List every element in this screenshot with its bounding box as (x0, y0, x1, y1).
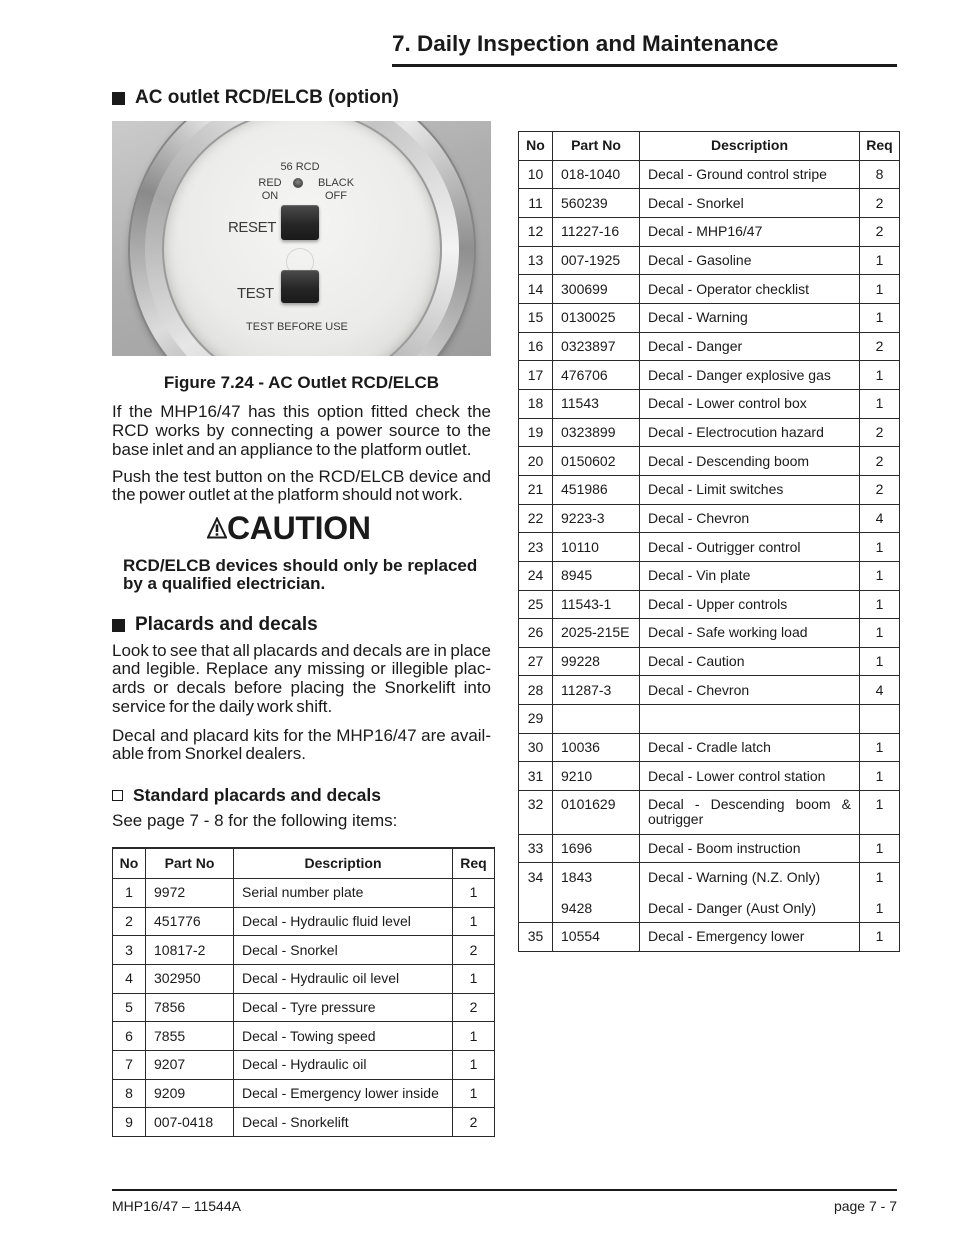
cell-part-no: 476706 (553, 361, 640, 390)
test-before-use-label: TEST BEFORE USE (246, 321, 348, 333)
indicator-switch (293, 178, 303, 188)
cell-req: 1 (860, 835, 900, 864)
cell-no: 10 (519, 161, 553, 190)
cell-no: 8 (113, 1080, 146, 1109)
cell-part-no: 10036 (553, 734, 640, 763)
cell-description: Decal - Limit switches (640, 476, 860, 505)
table-intro-text: See page 7 - 8 for the following items: (112, 810, 398, 830)
text-line: and legible. Replace any missing or illegible plac- (112, 659, 491, 679)
table-row (519, 762, 900, 791)
table-row (519, 591, 900, 620)
cell-no: 22 (519, 505, 553, 534)
cell-req: 2 (860, 189, 900, 218)
table-row (519, 275, 900, 304)
cell-description: Decal - Vin plate (640, 562, 860, 591)
cell-req: 1 (860, 791, 900, 835)
cell-req: 2 (860, 476, 900, 505)
cell-description: Decal - Warning (640, 304, 860, 333)
cell-part-no: 007-1925 (553, 247, 640, 276)
cell-req: 1 (453, 1080, 495, 1109)
cell-part-no: 11227-16 (553, 218, 640, 247)
cell-req: 1 (860, 923, 900, 952)
outline-square-icon (112, 790, 123, 801)
cell-no: 17 (519, 361, 553, 390)
cell-no: 9 (113, 1108, 146, 1137)
text-line: able from Snorkel dealers. (112, 744, 306, 763)
cell-no: 11 (519, 189, 553, 218)
cell-part-no: 10817-2 (146, 936, 234, 965)
cell-req: 1 (453, 1022, 495, 1051)
text-line: Decal and placard kits for the MHP16/47 are avail- (112, 725, 491, 745)
cell-req: 2 (860, 333, 900, 362)
red-label: RED (258, 177, 282, 189)
cell-part-no: 9223-3 (553, 505, 640, 534)
cell-part-no: 0130025 (553, 304, 640, 333)
off-label: OFF (325, 189, 347, 202)
on-label: ON (261, 189, 279, 202)
table-row (519, 791, 900, 835)
section-heading-text: Placards and decals (135, 614, 318, 635)
cell-part-no: 0101629 (553, 791, 640, 835)
cell-req: 1 (453, 965, 495, 994)
black-off-label (316, 177, 356, 202)
table-row (519, 304, 900, 333)
cell-description: Decal - Operator checklist (640, 275, 860, 304)
cell-no: 26 (519, 619, 553, 648)
table-row (519, 648, 900, 677)
cell-part-no: 8945 (553, 562, 640, 591)
cell-entry: 9428 (561, 899, 593, 916)
cell-no: 29 (519, 705, 553, 734)
cell-no: 14 (519, 275, 553, 304)
cell-no: 24 (519, 562, 553, 591)
cell-req: 1 (860, 562, 900, 591)
table-row (519, 562, 900, 591)
column-header-description: Description (640, 132, 860, 161)
cell-part-no: 302950 (146, 965, 234, 994)
cell-no: 6 (113, 1022, 146, 1051)
decal-table-left (112, 847, 495, 1137)
cell-part-no (553, 705, 640, 734)
cell-description: Decal - Snorkelift (234, 1108, 453, 1137)
table-row (519, 247, 900, 276)
cell-req: 1 (860, 734, 900, 763)
cell-req: 2 (453, 936, 495, 965)
column-header-req: Req (453, 849, 495, 879)
cell-part-no: 11543-1 (553, 591, 640, 620)
table-row (113, 965, 495, 994)
subsection-heading-standard (112, 785, 381, 805)
column-header-description: Description (234, 849, 453, 879)
text-line: Look to see that all placards and decals are in place (112, 640, 491, 660)
section-heading-placards (112, 614, 318, 636)
filled-square-icon (112, 619, 125, 632)
decal-table-right (518, 131, 900, 952)
table-row (113, 1022, 495, 1051)
cell-part-no: 0323899 (553, 419, 640, 448)
text-line: If the MHP16/47 has this option fitted check the (112, 401, 491, 421)
cell-no: 13 (519, 247, 553, 276)
table-header-row (113, 849, 495, 879)
cell-description: Decal - Cradle latch (640, 734, 860, 763)
caution-label: CAUTION (227, 510, 371, 546)
cell-description: Decal - Snorkel (234, 936, 453, 965)
placards-paragraph-2 (112, 727, 491, 764)
text-line: the power outlet at the platform should not work. (112, 485, 463, 504)
cell-part-no: 451986 (553, 476, 640, 505)
cell-req (860, 705, 900, 734)
table-row (519, 218, 900, 247)
cell-no: 1 (113, 879, 146, 908)
cell-req: 1 (860, 390, 900, 419)
rcd-model-label: 56 RCD (280, 161, 320, 173)
cell-part-no (553, 863, 640, 923)
cell-part-no: 0150602 (553, 447, 640, 476)
cell-no: 2 (113, 908, 146, 937)
table-row (113, 936, 495, 965)
text-line: Push the test button on the RCD/ELCB device and (112, 466, 491, 486)
cell-no: 19 (519, 419, 553, 448)
cell-description: Decal - Hydraulic fluid level (234, 908, 453, 937)
chapter-title: 7. Daily Inspection and Maintenance (392, 31, 779, 56)
cell-entry: Decal - Danger (Aust Only) (648, 899, 817, 916)
cell-no: 7 (113, 1051, 146, 1080)
cell-description: Serial number plate (234, 879, 453, 908)
warning-triangle-icon (207, 517, 227, 539)
table-row (519, 734, 900, 763)
table-row (519, 505, 900, 534)
cell-description: Decal - Electrocution hazard (640, 419, 860, 448)
cell-no: 23 (519, 533, 553, 562)
cell-req: 1 (860, 304, 900, 333)
table-row (113, 1051, 495, 1080)
cell-description: Decal - Chevron (640, 505, 860, 534)
cell-description: Decal - Danger (640, 333, 860, 362)
cell-description: Decal - Emergency lower (640, 923, 860, 952)
cell-part-no: 007-0418 (146, 1108, 234, 1137)
table-header-row (519, 132, 900, 161)
rcd-device-photo (112, 121, 491, 356)
cell-part-no: 018-1040 (553, 161, 640, 190)
table-row (519, 476, 900, 505)
cell-req: 4 (860, 505, 900, 534)
cell-description: Decal - MHP16/47 (640, 218, 860, 247)
cell-description: Decal - Boom instruction (640, 835, 860, 864)
table-row (519, 447, 900, 476)
cell-part-no: 9209 (146, 1080, 234, 1109)
subsection-heading-text: Standard placards and decals (133, 785, 382, 805)
cell-description: Decal - Hydraulic oil (234, 1051, 453, 1080)
table-row (519, 676, 900, 705)
table-row (519, 189, 900, 218)
text-line: ards or decals before placing the Snorkelift into (112, 678, 491, 697)
cell-description: Decal - Lower control station (640, 762, 860, 791)
black-label: BLACK (317, 177, 355, 189)
cell-no: 4 (113, 965, 146, 994)
cell-req: 2 (453, 1108, 495, 1137)
cell-no: 35 (519, 923, 553, 952)
text-line: service for the daily work shift. (112, 696, 333, 716)
cell-description: Decal - Upper controls (640, 591, 860, 620)
section-heading-rcd (112, 87, 399, 109)
column-header-part-no: Part No (146, 849, 234, 879)
table-row (519, 923, 900, 952)
cell-part-no: 2025-215E (553, 619, 640, 648)
cell-description: Decal - Outrigger control (640, 533, 860, 562)
test-button-photo (281, 270, 319, 303)
cell-no: 3 (113, 936, 146, 965)
cell-no: 12 (519, 218, 553, 247)
text-line: RCD/ELCB devices should only be replaced (123, 556, 478, 575)
table-row (113, 1080, 495, 1109)
cell-no: 30 (519, 734, 553, 763)
table-row (519, 390, 900, 419)
cell-req: 2 (860, 419, 900, 448)
footer-page-number: page 7 - 7 (833, 1198, 897, 1214)
table-row (519, 863, 900, 923)
table-row (519, 161, 900, 190)
cell-description: Decal - Safe working load (640, 619, 860, 648)
cell-req: 8 (860, 161, 900, 190)
cell-req: 2 (453, 994, 495, 1023)
cell-part-no: 7856 (146, 994, 234, 1023)
cell-description (640, 863, 860, 923)
cell-req: 1 (453, 1051, 495, 1080)
cell-description: Decal - Descending boom & outrigger (640, 791, 860, 835)
cell-req: 1 (453, 908, 495, 937)
cell-no: 28 (519, 676, 553, 705)
cell-req: 4 (860, 676, 900, 705)
cell-no: 20 (519, 447, 553, 476)
section-heading-text: AC outlet RCD/ELCB (option) (135, 87, 399, 108)
cell-no: 18 (519, 390, 553, 419)
cell-req: 1 (453, 879, 495, 908)
cell-entry: Decal - Warning (N.Z. Only) (648, 868, 821, 885)
cell-req: 1 (860, 762, 900, 791)
cell-no: 33 (519, 835, 553, 864)
cell-part-no: 1696 (553, 835, 640, 864)
cell-no: 27 (519, 648, 553, 677)
cell-no: 16 (519, 333, 553, 362)
reset-button-photo (281, 205, 319, 240)
column-header-part-no: Part No (553, 132, 640, 161)
cell-req: 1 (860, 275, 900, 304)
column-header-no: No (519, 132, 553, 161)
cell-part-no: 10110 (553, 533, 640, 562)
cell-req: 1 (860, 533, 900, 562)
cell-description: Decal - Emergency lower inside (234, 1080, 453, 1109)
cell-no: 15 (519, 304, 553, 333)
cell-part-no: 0323897 (553, 333, 640, 362)
table-row (519, 705, 900, 734)
column-header-req: Req (860, 132, 900, 161)
caution-text (123, 557, 491, 593)
cell-entry: 1843 (561, 868, 593, 885)
cell-part-no: 11287-3 (553, 676, 640, 705)
cell-part-no: 300699 (553, 275, 640, 304)
rcd-paragraph-2 (112, 468, 491, 505)
text-line: by a qualified electrician. (123, 574, 326, 593)
text-line: base inlet and an appliance to the platform outlet. (112, 439, 472, 459)
table-row (519, 619, 900, 648)
cell-no: 31 (519, 762, 553, 791)
reset-label: RESET (228, 219, 277, 236)
cell-description: Decal - Towing speed (234, 1022, 453, 1051)
cell-description: Decal - Tyre pressure (234, 994, 453, 1023)
cell-description: Decal - Hydraulic oil level (234, 965, 453, 994)
table-row (113, 879, 495, 908)
cell-req (860, 863, 900, 923)
table-row (519, 333, 900, 362)
cell-no: 21 (519, 476, 553, 505)
cell-part-no: 99228 (553, 648, 640, 677)
cell-part-no: 10554 (553, 923, 640, 952)
cell-part-no: 9210 (553, 762, 640, 791)
cell-description: Decal - Chevron (640, 676, 860, 705)
placards-paragraph-1 (112, 642, 491, 717)
caution-banner (207, 510, 371, 546)
cell-entry: 1 (875, 899, 884, 916)
cell-no: 34 (519, 863, 553, 923)
cell-req: 1 (860, 591, 900, 620)
cell-req: 2 (860, 218, 900, 247)
cell-description: Decal - Lower control box (640, 390, 860, 419)
cell-req: 1 (860, 247, 900, 276)
cell-part-no: 7855 (146, 1022, 234, 1051)
table-row (113, 1108, 495, 1137)
cell-entry: 1 (875, 868, 884, 885)
footer-document-id: MHP16/47 – 11544A (112, 1198, 241, 1214)
table-row (113, 994, 495, 1023)
cell-part-no: 9972 (146, 879, 234, 908)
cell-part-no: 9207 (146, 1051, 234, 1080)
cell-req: 1 (860, 361, 900, 390)
red-on-label (256, 177, 284, 202)
footer-rule (112, 1189, 897, 1191)
table-row (519, 533, 900, 562)
cell-no: 5 (113, 994, 146, 1023)
cell-description: Decal - Gasoline (640, 247, 860, 276)
cell-part-no: 451776 (146, 908, 234, 937)
cell-no: 32 (519, 791, 553, 835)
header-rule (392, 64, 897, 67)
table-row (113, 908, 495, 937)
test-label: TEST (237, 285, 274, 302)
cell-req: 2 (860, 447, 900, 476)
column-header-no: No (113, 849, 146, 879)
table-row (519, 361, 900, 390)
cell-req: 1 (860, 619, 900, 648)
text-line: RCD works by connecting a power source to the (112, 420, 491, 440)
rcd-paragraph-1 (112, 402, 491, 459)
filled-square-icon (112, 92, 125, 105)
cell-no: 25 (519, 591, 553, 620)
cell-req: 1 (860, 648, 900, 677)
cell-description (640, 705, 860, 734)
cell-description: Decal - Descending boom (640, 447, 860, 476)
table-row (519, 835, 900, 864)
cell-part-no: 560239 (553, 189, 640, 218)
cell-description: Decal - Snorkel (640, 189, 860, 218)
cell-description: Decal - Ground control stripe (640, 161, 860, 190)
figure-caption: Figure 7.24 - AC Outlet RCD/ELCB (163, 373, 440, 392)
cell-part-no: 11543 (553, 390, 640, 419)
table-row (519, 419, 900, 448)
cell-description: Decal - Danger explosive gas (640, 361, 860, 390)
cell-description: Decal - Caution (640, 648, 860, 677)
